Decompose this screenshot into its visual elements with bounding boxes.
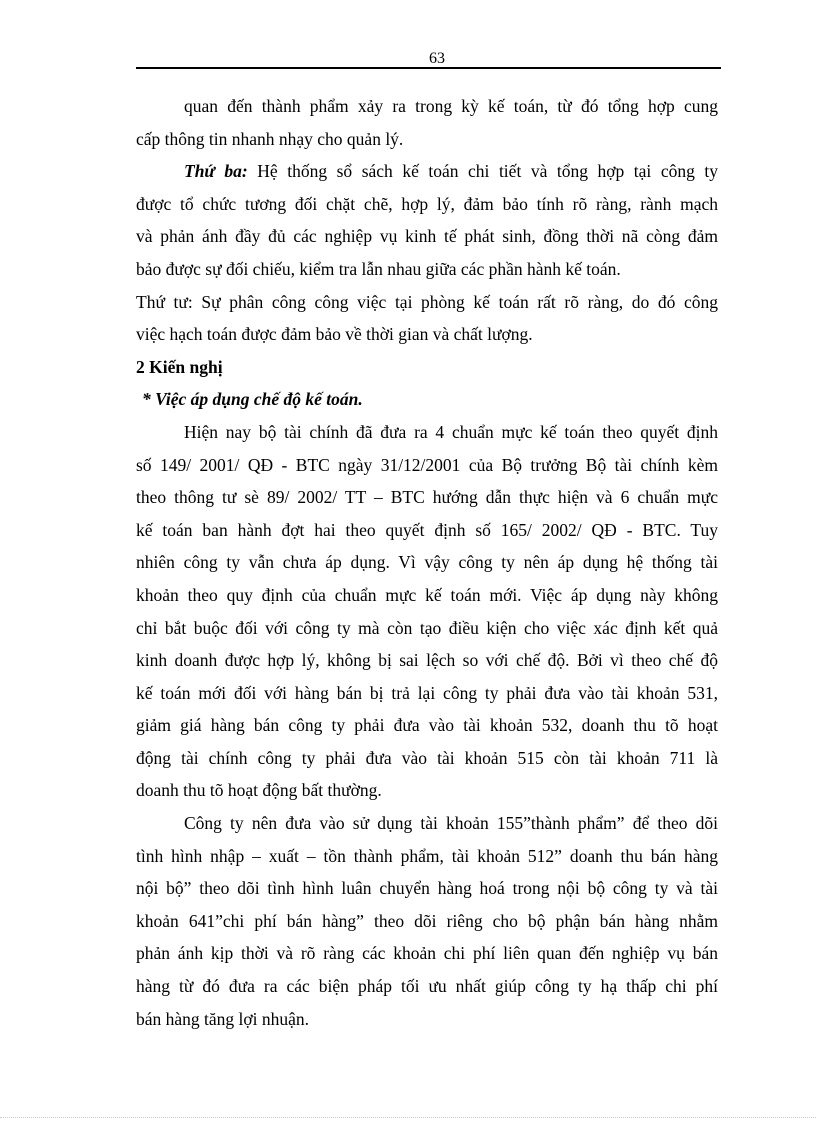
text-line: hàng từ đó đưa ra các biện pháp tối ưu nhất giúp công ty hạ thấp chi phí: [136, 976, 718, 997]
text-line: phản ánh kịp thời và rõ ràng các khoản chi phí liên quan đến nghiệp vụ bán: [136, 943, 718, 964]
page-bottom-edge: [0, 1117, 816, 1118]
text-line: khoản 641”chi phí bán hàng” theo dõi riêng cho bộ phận bán hàng nhằm: [136, 910, 718, 931]
text-line: số 149/ 2001/ QĐ - BTC ngày 31/12/2001 của Bộ trưởng Bộ tài chính kèm: [136, 454, 718, 475]
paragraph-3: [136, 286, 718, 351]
text-span: Hệ thống sổ sách kế toán chi tiết và tổng hợp tại công ty: [247, 161, 718, 182]
text-line: Công ty nên đưa vào sử dụng tài khoản 155”thành phẩm” để theo dõi: [184, 813, 718, 834]
text-line: nội bộ” theo dõi tình hình luân chuyển hàng hoá trong nội bộ công ty và tài: [136, 878, 718, 899]
text-line: bán hàng tăng lợi nhuận.: [136, 1008, 310, 1029]
text-line: nhiên công ty vẫn chưa áp dụng. Vì vậy công ty nên áp dụng hệ thống tài: [136, 552, 718, 573]
text-line: cấp thông tin nhanh nhạy cho quản lý.: [136, 128, 404, 149]
text-line: [136, 155, 718, 188]
paragraph-1: [136, 90, 718, 155]
text-line: động tài chính công ty phải đưa vào tài khoản 515 còn tài khoản 711 là: [136, 747, 718, 768]
paragraph-lead: Thứ ba:: [184, 161, 248, 182]
section-heading: 2 Kiến nghị: [136, 356, 223, 377]
text-line: bảo được sự đối chiếu, kiểm tra lẫn nhau giữa các phần hành kế toán.: [136, 258, 621, 279]
text-line: được tổ chức tương đối chặt chẽ, hợp lý, đảm bảo tính rõ ràng, rành mạch: [136, 193, 718, 214]
text-line: việc hạch toán được đảm bảo về thời gian và chất lượng.: [136, 324, 533, 345]
subsection-heading: * Việc áp dụng chế độ kế toán.: [142, 389, 363, 410]
page-number: 63: [429, 50, 445, 67]
paragraph-5: [136, 807, 718, 1035]
text-line: tình hình nhập – xuất – tồn thành phẩm, tài khoản 512” doanh thu bán hàng: [136, 845, 718, 866]
document-body: [136, 90, 718, 1035]
text-line: kế toán mới đối với hàng bán bị trả lại công ty phải đưa vào tài khoản 531,: [136, 682, 718, 703]
text-line: chỉ bắt buộc đối với công ty mà còn tạo điều kiện cho việc xác định kết quả: [136, 617, 718, 638]
text-line: Hiện nay bộ tài chính đã đưa ra 4 chuẩn mực kế toán theo quyết định: [184, 421, 718, 442]
paragraph-2: [136, 155, 718, 285]
text-line: và phản ánh đầy đủ các nghiệp vụ kinh tế phát sinh, đồng thời nã còng đảm: [136, 226, 718, 247]
header-rule: [136, 67, 721, 69]
text-line: Thứ tư: Sự phân công công việc tại phòng kế toán rất rõ ràng, do đó công: [136, 291, 718, 312]
text-line: khoản theo quy định của chuẩn mực kế toán mới. Việc áp dụng này không: [136, 584, 718, 605]
text-line: kinh doanh được hợp lý, không bị sai lệch so với chế độ. Bởi vì theo chế độ: [136, 650, 718, 671]
paragraph-4: [136, 416, 718, 807]
text-line: giảm giá hàng bán công ty phải đưa vào tài khoản 532, doanh thu tõ hoạt: [136, 715, 718, 736]
text-line: quan đến thành phẩm xảy ra trong kỳ kế toán, từ đó tổng hợp cung: [184, 96, 718, 116]
text-line: kế toán ban hành đợt hai theo quyết định số 165/ 2002/ QĐ - BTC. Tuy: [136, 519, 718, 540]
text-line: theo thông tư sè 89/ 2002/ TT – BTC hướng dẫn thực hiện và 6 chuẩn mực: [136, 487, 718, 508]
text-line: doanh thu tõ hoạt động bất thường.: [136, 780, 382, 801]
